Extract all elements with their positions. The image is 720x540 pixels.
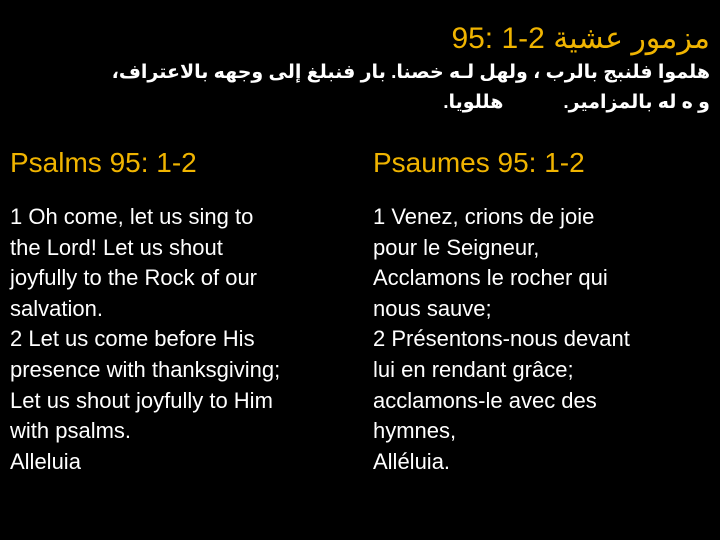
french-line: 1 Venez, crions de joie [373, 204, 595, 229]
french-line: Alléluia. [373, 448, 451, 474]
arabic-alleluia: هللويا. [443, 92, 504, 113]
arabic-verse-line-2 [10, 88, 710, 118]
english-line: salvation. [10, 295, 103, 321]
english-line: presence with thanksgiving; [10, 356, 281, 382]
arabic-verse-line-1: هلموا فلنبج بالرب ، ولهل لـه خصنا. بار فنبلغ إلى وجهه بالاعتراف، [111, 62, 710, 83]
english-column [10, 146, 360, 477]
arabic-section [10, 20, 710, 118]
arabic-reference: 95: 1-2 [451, 22, 545, 55]
arabic-title-text: مزمور عشية [553, 22, 710, 55]
french-line: nous sauve; [373, 295, 492, 321]
french-line: 2 Présentons-nous devant [373, 326, 630, 352]
french-column [373, 146, 713, 477]
arabic-verse-line-2-text: و ه له بالمزامير. [563, 92, 710, 113]
french-line: lui en rendant grâce; [373, 356, 574, 382]
english-line: the Lord! Let us shout [10, 234, 223, 260]
english-line: 1 Oh come, let us sing to [10, 204, 254, 229]
french-line: Acclamons le rocher qui [373, 265, 608, 291]
french-line: hymnes, [373, 418, 457, 444]
english-line: joyfully to the Rock of our [10, 265, 258, 291]
french-heading: Psaumes 95: 1-2 [373, 147, 585, 178]
english-heading: Psalms 95: 1-2 [10, 147, 197, 178]
french-line: pour le Seigneur, [373, 234, 540, 260]
french-line: acclamons-le avec des [373, 387, 597, 413]
english-line: 2 Let us come before His [10, 326, 255, 352]
arabic-title [10, 20, 710, 58]
english-line: Alleluia [10, 448, 81, 474]
english-line: with psalms. [10, 418, 132, 444]
english-line: Let us shout joyfully to Him [10, 387, 273, 413]
